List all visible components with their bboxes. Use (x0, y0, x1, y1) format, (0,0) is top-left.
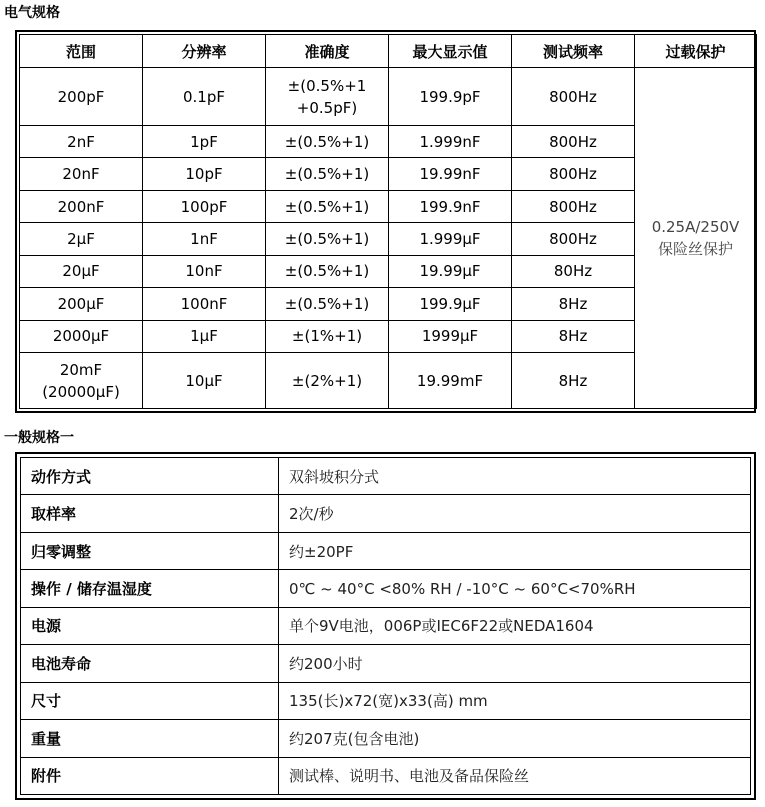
cell-accuracy: ±(0.5%+1) (266, 158, 389, 190)
cell-resolution: 10μF (143, 353, 266, 409)
table-row (21, 532, 751, 569)
spec-value: 测试棒、说明书、电池及备品保险丝 (279, 757, 751, 795)
cell-accuracy: ±(0.5%+1) (266, 288, 389, 320)
cell-range: 200pF (20, 68, 143, 126)
cell-accuracy: ±(0.5%+1) (266, 223, 389, 255)
cell-max-display: 19.99nF (389, 158, 512, 190)
cell-range: 2μF (20, 223, 143, 255)
cell-resolution: 100nF (143, 288, 266, 320)
cell-range (20, 353, 143, 409)
cell-resolution: 0.1pF (143, 68, 266, 126)
table-row (21, 570, 751, 607)
range-line1: 20mF (59, 360, 103, 379)
cell-max-display: 199.9pF (389, 68, 512, 126)
range-line2: (20000μF) (42, 382, 120, 401)
cell-frequency: 8Hz (512, 320, 635, 352)
cell-range: 20nF (20, 158, 143, 190)
spec-label: 附件 (21, 757, 279, 795)
header-test-frequency: 测试频率 (512, 35, 635, 68)
spec-label: 重量 (21, 720, 279, 757)
header-max-display: 最大显示值 (389, 35, 512, 68)
spec-label: 取样率 (21, 495, 279, 532)
cell-resolution: 1μF (143, 320, 266, 352)
cell-overload-protection (635, 68, 757, 409)
header-resolution: 分辨率 (143, 35, 266, 68)
cell-max-display: 1999μF (389, 320, 512, 352)
table-row (21, 495, 751, 532)
general-spec-table-frame (15, 452, 756, 800)
spec-label: 归零调整 (21, 532, 279, 569)
table-row (21, 645, 751, 682)
spec-value: 约207克(包含电池) (279, 720, 751, 757)
cell-resolution: 100pF (143, 190, 266, 222)
cell-resolution: 1nF (143, 223, 266, 255)
cell-max-display: 199.9nF (389, 190, 512, 222)
table-row (21, 458, 751, 495)
spec-value: 2次/秒 (279, 495, 751, 532)
cell-accuracy: ±(0.5%+1) (266, 126, 389, 158)
general-spec-table (20, 457, 751, 795)
electrical-spec-table (19, 34, 757, 409)
table-row (21, 720, 751, 757)
cell-range: 2000μF (20, 320, 143, 352)
spec-value: 双斜坡积分式 (279, 458, 751, 495)
spec-label: 尺寸 (21, 682, 279, 719)
cell-frequency: 800Hz (512, 190, 635, 222)
cell-max-display: 199.9μF (389, 288, 512, 320)
cell-resolution: 1pF (143, 126, 266, 158)
accuracy-line1: ±(0.5%+1 (287, 76, 367, 95)
spec-label: 动作方式 (21, 458, 279, 495)
protection-fuse: 保险丝保护 (657, 240, 733, 258)
cell-max-display: 19.99mF (389, 353, 512, 409)
cell-accuracy: ±(0.5%+1) (266, 255, 389, 287)
cell-resolution: 10pF (143, 158, 266, 190)
table-row (21, 607, 751, 644)
header-accuracy: 准确度 (266, 35, 389, 68)
cell-resolution: 10nF (143, 255, 266, 287)
spec-label: 电池寿命 (21, 645, 279, 682)
cell-frequency: 8Hz (512, 353, 635, 409)
cell-frequency: 80Hz (512, 255, 635, 287)
cell-accuracy: ±(0.5%+1) (266, 190, 389, 222)
header-overload-protection: 过载保护 (635, 35, 757, 68)
accuracy-line2: +0.5pF) (296, 98, 358, 117)
cell-frequency: 800Hz (512, 126, 635, 158)
spec-label: 操作 / 储存温湿度 (21, 570, 279, 607)
header-row (20, 35, 757, 68)
cell-range: 20μF (20, 255, 143, 287)
cell-max-display: 19.99μF (389, 255, 512, 287)
spec-value: 约200小时 (279, 645, 751, 682)
spec-value: 约±20PF (279, 532, 751, 569)
spec-value: 135(长)x72(宽)x33(高) mm (279, 682, 751, 719)
general-spec-title: 一般规格一 (4, 430, 74, 446)
cell-max-display: 1.999nF (389, 126, 512, 158)
spec-value: 0℃ ~ 40°C <80% RH / -10°C ~ 60°C<70%RH (279, 570, 751, 607)
cell-max-display: 1.999μF (389, 223, 512, 255)
spec-label: 电源 (21, 607, 279, 644)
cell-accuracy (266, 68, 389, 126)
cell-range: 2nF (20, 126, 143, 158)
protection-rating: 0.25A/250V (651, 218, 740, 236)
cell-frequency: 800Hz (512, 223, 635, 255)
table-row (21, 757, 751, 795)
spec-value: 单个9V电池，006P或IEC6F22或NEDA1604 (279, 607, 751, 644)
cell-frequency: 8Hz (512, 288, 635, 320)
cell-range: 200μF (20, 288, 143, 320)
cell-frequency: 800Hz (512, 158, 635, 190)
table-row (21, 682, 751, 719)
cell-frequency: 800Hz (512, 68, 635, 126)
cell-accuracy: ±(1%+1) (266, 320, 389, 352)
header-range: 范围 (20, 35, 143, 68)
electrical-spec-table-frame (15, 30, 756, 413)
cell-range: 200nF (20, 190, 143, 222)
cell-accuracy: ±(2%+1) (266, 353, 389, 409)
table-row (20, 68, 757, 126)
electrical-spec-title: 电气规格 (4, 5, 60, 21)
